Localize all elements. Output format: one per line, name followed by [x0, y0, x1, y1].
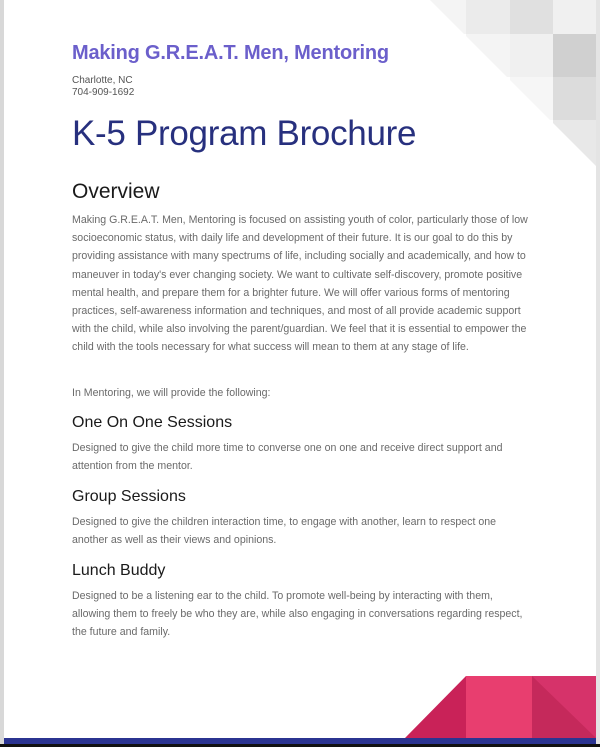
- overview-paragraph: Making G.R.E.A.T. Men, Mentoring is focused on assisting youth of color, particularly those of low socioeconomic status, with daily life and development of their future. It is our goal to do this by providing assistance with many spectrums of life, including socially and academically, and how to maneuver in today's ever changing society. We want to cultivate self-discovery, promote positive mental health, and prepare them for a brighter future. We will offer various forms of mentoring practices, self-awareness information and techniques, and most of all provide academic support with the child, while also involving the parent/guardian. We feel that it is essential to empower the child with the tools necessary for what success will mean to them at any stage of life.: [72, 214, 528, 354]
- organization-name: Making G.R.E.A.T. Men, Mentoring: [72, 42, 389, 64]
- service-heading-lunch-buddy: Lunch Buddy: [72, 562, 166, 579]
- page-right-edge: [596, 0, 600, 747]
- contact-city: Charlotte, NC: [72, 75, 133, 86]
- service-description-group: Designed to give the children interaction time, to engage with another, learn to respect one another as well as their views and opinions.: [72, 516, 497, 547]
- overview-heading: Overview: [72, 180, 160, 203]
- contact-phone: 704-909-1692: [72, 87, 135, 98]
- document-title: K-5 Program Brochure: [72, 114, 417, 153]
- brochure-page: [4, 0, 596, 738]
- service-description-one-on-one: Designed to give the child more time to converse one on one and receive direct support and attention from the mentor.: [72, 442, 503, 473]
- contact-info: [72, 75, 134, 99]
- services-intro: In Mentoring, we will provide the following:: [72, 387, 271, 399]
- service-heading-one-on-one: One On One Sessions: [72, 414, 233, 431]
- service-description-lunch-buddy: Designed to be a listening ear to the child. To promote well-being by interacting with them, allowing them to freely be who they are, while also engaging in conversations regarding respect, the future and family.: [72, 590, 523, 639]
- service-heading-group: Group Sessions: [72, 488, 186, 505]
